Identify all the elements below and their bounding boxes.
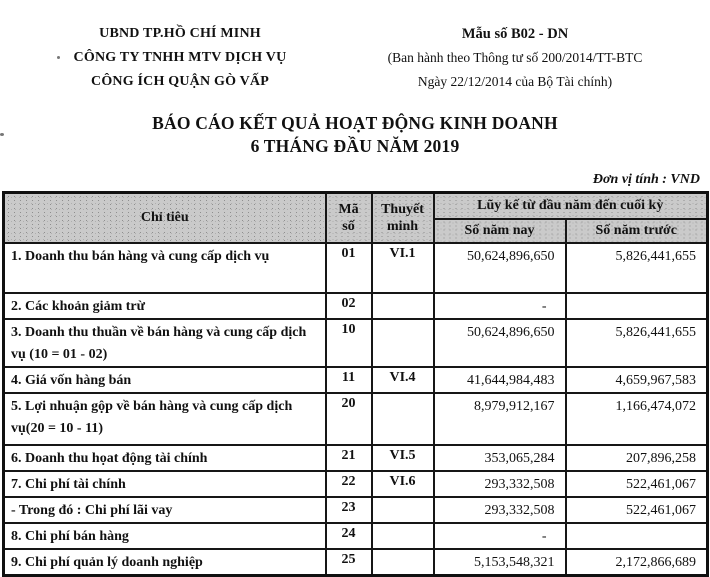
row-label: 6. Doanh thu họat động tài chính [4, 445, 326, 471]
row-nam-truoc: 522,461,067 [566, 471, 708, 497]
table-row [4, 393, 708, 445]
report-title-line-1: BÁO CÁO KẾT QUẢ HOẠT ĐỘNG KINH DOANH [152, 113, 558, 133]
row-nam-nay: - [434, 523, 566, 549]
row-nam-nay: 293,332,508 [434, 471, 566, 497]
row-thuyet-minh [372, 293, 434, 319]
table-header [4, 193, 708, 243]
row-thuyet-minh [372, 319, 434, 367]
row-thuyet-minh [372, 393, 434, 445]
row-ma-so: 01 [326, 243, 372, 293]
issuer-line-3: CÔNG ÍCH QUẬN GÒ VẤP [91, 74, 269, 89]
table-row [4, 445, 708, 471]
row-ma-so: 10 [326, 319, 372, 367]
row-ma-so: 02 [326, 293, 372, 319]
table-row [4, 319, 708, 367]
row-nam-nay: 50,624,896,650 [434, 319, 566, 367]
table-row [4, 471, 708, 497]
row-nam-nay: 293,332,508 [434, 497, 566, 523]
col-header-so-nam-truoc: Số năm trước [566, 219, 708, 243]
row-label: 5. Lợi nhuận gộp về bán hàng và cung cấp dịch vụ(20 = 10 - 11) [4, 393, 326, 445]
row-nam-nay: 41,644,984,483 [434, 367, 566, 393]
issuer-block [0, 22, 330, 94]
row-label: 3. Doanh thu thuần về bán hàng và cung cấp dịch vụ (10 = 01 - 02) [4, 319, 326, 367]
thuyet-minh-line-2: minh [386, 218, 419, 234]
form-reference-block [330, 22, 700, 94]
col-header-chi-tieu: Chỉ tiêu [4, 193, 326, 243]
row-label: 9. Chi phí quản lý doanh nghiệp [4, 549, 326, 576]
row-nam-nay: 353,065,284 [434, 445, 566, 471]
row-thuyet-minh [372, 497, 434, 523]
row-ma-so: 22 [326, 471, 372, 497]
currency-unit-note: Đơn vị tính : VND [592, 172, 700, 187]
row-thuyet-minh: VI.6 [372, 471, 434, 497]
table-row [4, 549, 708, 576]
row-ma-so: 24 [326, 523, 372, 549]
report-title [0, 112, 710, 158]
issuer-line-1: UBND TP.HỒ CHÍ MINH [99, 26, 261, 41]
row-ma-so: 11 [326, 367, 372, 393]
row-ma-so: 21 [326, 445, 372, 471]
row-nam-truoc: 2,172,866,689 [566, 549, 708, 576]
row-nam-truoc [566, 293, 708, 319]
income-statement-table [2, 191, 709, 577]
row-label: 8. Chi phí bán hàng [4, 523, 326, 549]
row-nam-truoc: 5,826,441,655 [566, 319, 708, 367]
scan-artifact [57, 56, 60, 59]
table-row [4, 243, 708, 293]
table-row [4, 293, 708, 319]
row-thuyet-minh: VI.4 [372, 367, 434, 393]
table-row [4, 367, 708, 393]
row-thuyet-minh [372, 549, 434, 576]
row-label: 1. Doanh thu bán hàng và cung cấp dịch vụ [4, 243, 326, 293]
row-nam-nay: 8,979,912,167 [434, 393, 566, 445]
row-label: 4. Giá vốn hàng bán [4, 367, 326, 393]
form-date-line: Ngày 22/12/2014 của Bộ Tài chính) [417, 74, 613, 89]
table-row [4, 523, 708, 549]
row-nam-nay: 5,153,548,321 [434, 549, 566, 576]
col-header-luy-ke: Lũy kế từ đầu năm đến cuối kỳ [434, 193, 708, 219]
thuyet-minh-line-1: Thuyết [381, 201, 424, 217]
row-ma-so: 25 [326, 549, 372, 576]
form-number: Mẫu số B02 - DN [461, 26, 569, 42]
row-nam-nay: 50,624,896,650 [434, 243, 566, 293]
form-circular-line: (Ban hành theo Thông tư số 200/2014/TT-BTC [387, 50, 643, 65]
issuer-line-2: CÔNG TY TNHH MTV DỊCH VỤ [73, 50, 287, 65]
row-nam-truoc [566, 523, 708, 549]
row-nam-truoc: 522,461,067 [566, 497, 708, 523]
row-nam-truoc: 1,166,474,072 [566, 393, 708, 445]
row-ma-so: 23 [326, 497, 372, 523]
row-nam-nay: - [434, 293, 566, 319]
col-header-thuyet-minh [372, 193, 434, 243]
row-label: - Trong đó : Chi phí lãi vay [4, 497, 326, 523]
col-header-ma-so [326, 193, 372, 243]
ma-so-line-2: số [342, 218, 355, 234]
row-nam-truoc: 207,896,258 [566, 445, 708, 471]
col-header-so-nam-nay: Số năm nay [434, 219, 566, 243]
table-row [4, 497, 708, 523]
row-label: 2. Các khoản giảm trừ [4, 293, 326, 319]
scan-artifact [0, 133, 4, 136]
row-label: 7. Chi phí tài chính [4, 471, 326, 497]
row-thuyet-minh: VI.1 [372, 243, 434, 293]
report-title-line-2: 6 THÁNG ĐẦU NĂM 2019 [250, 136, 460, 156]
row-nam-truoc: 5,826,441,655 [566, 243, 708, 293]
ma-so-line-1: Mã [338, 201, 359, 217]
row-ma-so: 20 [326, 393, 372, 445]
row-thuyet-minh: VI.5 [372, 445, 434, 471]
row-nam-truoc: 4,659,967,583 [566, 367, 708, 393]
row-thuyet-minh [372, 523, 434, 549]
letterhead [0, 22, 710, 94]
